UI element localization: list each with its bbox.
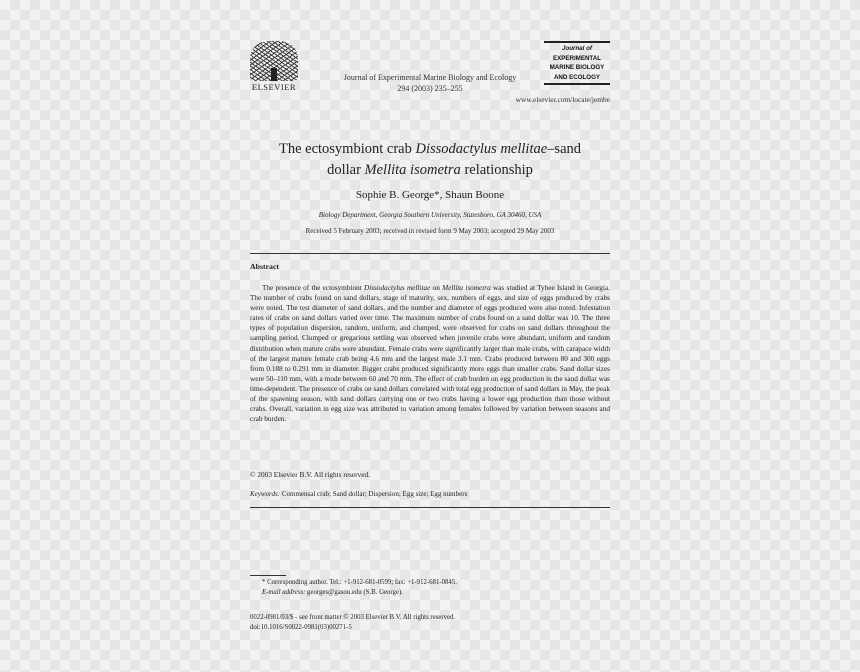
abstract-segment: on [430, 284, 443, 292]
email-label: E-mail address: [262, 589, 306, 596]
footnote-rule [250, 575, 286, 576]
title-text: dollar [327, 162, 365, 178]
publisher-name: ELSEVIER [251, 82, 297, 92]
divider [250, 507, 610, 508]
title-text: –sand [547, 141, 582, 157]
copyright: © 2003 Elsevier B.V. All rights reserved. [250, 470, 370, 479]
corresponding-author: * Corresponding author. Tel.: +1-912-681-0599; fax: +1-912-681-0845. [262, 579, 457, 586]
tree-trunk-icon [271, 68, 277, 81]
journal-url[interactable]: www.elsevier.com/locate/jembe [515, 95, 610, 104]
journal-box-line: MARINE BIOLOGY [549, 64, 605, 71]
received-dates: Received 5 February 2003; received in revised form 9 May 2003; accepted 29 May 2003 [305, 227, 555, 235]
keywords-label: Keywords: [250, 490, 281, 498]
paper-page [250, 38, 610, 638]
divider [250, 253, 610, 254]
title-text: relationship [460, 162, 533, 178]
journal-box-line: Journal of [562, 45, 592, 52]
authors: Sophie B. George*, Shaun Boone [355, 189, 505, 201]
affiliation: Biology Department, Georgia Southern University, Statesboro, GA 30460, USA [318, 211, 542, 219]
front-matter: 0022-0981/03/$ - see front matter © 2003 Elsevier B.V. All rights reserved. [250, 614, 456, 621]
journal-logo-box [544, 41, 610, 85]
journal-box-line: AND ECOLOGY [553, 73, 601, 81]
title-species: Dissodactylus mellitae [415, 141, 548, 157]
volume-pages: 294 (2003) 235–255 [397, 84, 463, 93]
title-species: Mellita isometra [364, 162, 461, 178]
journal-box-line: EXPERIMENTAL [552, 54, 601, 62]
abstract-species: Dissodactylus mellitae [363, 284, 431, 292]
doi[interactable]: doi:10.1016/S0022-0981(03)00271-5 [250, 624, 352, 631]
abstract-heading: Abstract [250, 262, 280, 271]
abstract-segment: The presence of the ectosymbiont [262, 284, 364, 292]
keywords [250, 490, 467, 498]
title-text: The ectosymbiont crab [278, 141, 416, 157]
keywords-list: Commensal crab; Sand dollar; Dispersion; Egg size; Egg numbers [280, 490, 468, 498]
journal-citation: Journal of Experimental Marine Biology and Ecology [343, 73, 517, 82]
email-address[interactable]: georges@gasou.edu (S.B. George). [305, 589, 403, 596]
abstract-species: Mellita isometra [442, 284, 491, 292]
paper-title [250, 139, 610, 181]
email-line [262, 589, 403, 596]
abstract-text [250, 283, 610, 424]
abstract-segment: was studied at Tybee Island in Georgia. The number of crabs found on sand dollars, stage of maturity, sex, numbers of eggs, and size of eggs produced by crabs were noted. The test diameter of sand dollars, and the number and diameter of eggs produced were also noted. Infestation rates of crabs on sand dollars varied over time. The maximum number of crabs found on a sand dollar was 10. The three types of population dispersion, random, uniform, and clumped, were observed for crabs on sand dollars throughout the sampling period. Clumped or gregarious settling was observed when juvenile crabs were abundant, uniform and random distribution when mature crabs were abundant. Female crabs were significantly larger than male crabs, with carapace width of the largest mature female crab being 4.6 mm and the largest male 3.1 mm. Crabs produced between 80 and 300 eggs from 0.188 to 0.291 mm in diameter. Bigger crabs produced significantly more eggs than smaller crabs. Sand dollar sizes were 50–110 mm, with a mode between 60 and 70 mm. The effect of crab burden on egg production in the sand dollar was time-dependent. The presence of crabs on sand dollars correlated with total egg production of sand dollars in May, the peak of the spawning season, with sand dollars carrying one or two crabs having a lower egg production than those without crabs. Overall, variation in egg size was attributed to variation among females followed by variation between seasons and crab burden. [250, 284, 610, 424]
